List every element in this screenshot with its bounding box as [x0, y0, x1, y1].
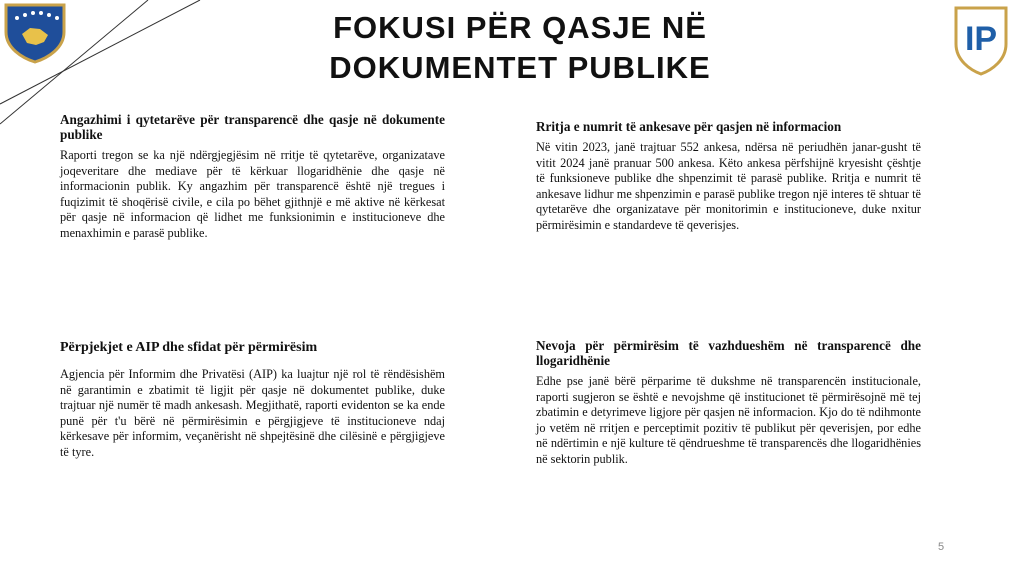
ip-logo-text: IP	[964, 20, 998, 58]
page-number: 5	[938, 541, 945, 553]
section-heading: Nevoja për përmirësim të vazhdueshëm në transparencë dhe llogaridhënie	[536, 338, 921, 368]
slide-title-line-1: FOKUSI PËR QASJE NË	[333, 10, 707, 45]
section-complaints-growth	[536, 119, 921, 234]
section-aip-efforts	[60, 340, 445, 461]
section-citizen-engagement	[60, 112, 445, 242]
ip-logo-icon	[950, 4, 1012, 78]
coat-of-arms-icon	[2, 2, 68, 64]
section-body: Në vitin 2023, janë trajtuar 552 ankesa, ndërsa në periudhën janar-gusht të vitit 2024 janë pranuar 500 ankesa. Këto ankesa përfshijnë kryesisht çështje të funksioneve publike dhe shpenzimit të parasë publike. Rritja e numrit të ankesave lidhur me shpenzimin e parasë publike tregon një interes të shtuar të qytetarëve dhe organizatave për monitorimin e institucioneve, duke nxitur përmirësimin e standardeve të qeverisjes.	[536, 140, 921, 232]
section-body: Raporti tregon se ka një ndërgjegjësim në rritje të qytetarëve, organizatave joqeveritare dhe mediave për të kërkuar llogaridhënie dhe qasje në informacionin publik. Ky angazhim për transparencë është një tregues i fuqizimit të shoqërisë civile, e cila po bëhet gjithnjë e më aktive në kërkesat për qasje në informacion që lidhet me funksionimin e institucioneve dhe menaxhimin e parasë publike.	[60, 148, 445, 240]
section-improvement-need	[536, 338, 921, 468]
section-heading: Përpjekjet e AIP dhe sfidat për përmirësim	[60, 340, 318, 355]
slide-title-line-2: DOKUMENTET PUBLIKE	[329, 50, 711, 85]
section-heading: Rritja e numrit të ankesave për qasjen në informacion	[536, 119, 842, 134]
section-body: Agjencia për Informim dhe Privatësi (AIP) ka luajtur një rol të rëndësishëm në garantimin e zbatimit të ligjit për qasje në dokumentet publike, duke trajtuar një numër të madh ankesash. Megjithatë, raporti evidenton se ka ende punë për t'u bërë në përmirësimin e përgjigjeve të institucioneve ndaj kërkesave për informim, veçanërisht në shpejtësinë dhe cilësinë e përgjigjeve të tyre.	[60, 367, 445, 459]
slide-title	[180, 8, 860, 88]
section-heading: Angazhimi i qytetarëve për transparencë dhe qasje në dokumente publike	[60, 112, 445, 142]
section-body: Edhe pse janë bërë përparime të dukshme në transparencën institucionale, raporti sugjeron se është e nevojshme që institucionet të përmirësojnë më tej zbatimin e detyrimeve ligjore për qasjen në informacion. Kjo do të ndihmonte jo vetëm në rritjen e perceptimit pozitiv të publikut për qeverisjen, por edhe në ndërtimin e një kulture të qëndrueshme të transparencës dhe llogaridhënies në sektorin publik.	[536, 374, 921, 466]
